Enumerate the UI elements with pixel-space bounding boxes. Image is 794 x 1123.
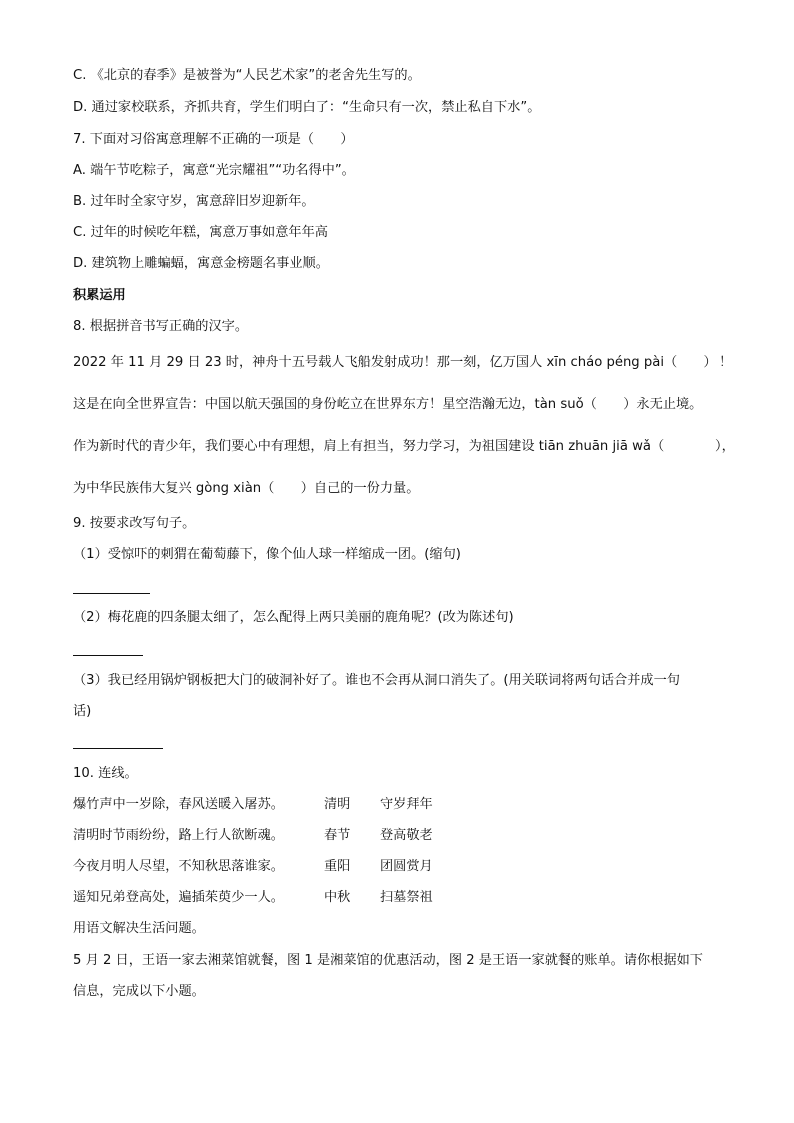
q10-stem: 10. 连线。 [73, 766, 138, 781]
festival-name[interactable]: 清明 [324, 797, 351, 812]
festival-custom[interactable]: 团圆赏月 [380, 859, 433, 874]
poem-line[interactable]: 清明时节雨纷纷，路上行人欲断魂。 [73, 828, 284, 843]
q9-sentence-2: （2）梅花鹿的四条腿太细了，怎么配得上两只美丽的鹿角呢？(改为陈述句) [73, 610, 514, 625]
q9-sentence-3-line-1: （3）我已经用锅炉钢板把大门的破洞补好了。谁也不会再从洞口消失了。(用关联词将两句话合并成一句 [73, 673, 680, 688]
section-heading-accumulation: 积累运用 [73, 288, 126, 303]
q8-line-2: 这是在向全世界宣告：中国以航天强国的身份屹立在世界东方！星空浩瀚无边，tàn suǒ（ ）永无止境。 [73, 397, 703, 412]
q7-option-a: A. 端午节吃粽子，寓意“光宗耀祖”“功名得中”。 [73, 163, 355, 178]
answer-blank-2[interactable] [73, 655, 143, 656]
festival-name[interactable]: 中秋 [324, 890, 351, 905]
q8-stem: 8. 根据拼音书写正确的汉字。 [73, 319, 249, 334]
intro-line-2: 信息，完成以下小题。 [73, 984, 205, 999]
q8-line-1: 2022 年 11 月 29 日 23 时，神舟十五号载人飞船发射成功！那一刻，亿万国人 xīn cháo péng pài（ ） [73, 355, 717, 370]
q8-line-4: 为中华民族伟大复兴 gòng xiàn（ ）自己的一份力量。 [73, 481, 420, 496]
q8-line-3: 作为新时代的青少年，我们要心中有理想，肩上有担当，努力学习，为祖国建设 tiān zhuān jiā wǎ（ [73, 439, 691, 454]
q8-line-1-end: ！ [719, 355, 733, 370]
q7-stem: 7. 下面对习俗寓意理解不正确的一项是（ ） [73, 132, 354, 147]
festival-custom[interactable]: 守岁拜年 [380, 797, 433, 812]
festival-name[interactable]: 春节 [324, 828, 351, 843]
section-heading-life: 用语文解决生活问题。 [73, 921, 205, 936]
q6-option-c: C. 《北京的春季》是被誉为“人民艺术家”的老舍先生写的。 [73, 68, 421, 83]
q9-sentence-1: （1）受惊吓的刺猬在葡萄藤下，像个仙人球一样缩成一团。(缩句) [73, 547, 461, 562]
q7-option-b: B. 过年时全家守岁，寓意辞旧岁迎新年。 [73, 194, 315, 209]
festival-custom[interactable]: 扫墓祭祖 [380, 890, 433, 905]
poem-line[interactable]: 爆竹声中一岁除，春风送暖入屠苏。 [73, 797, 284, 812]
q7-option-d: D. 建筑物上雕蝙蝠，寓意金榜题名事业顺。 [73, 256, 329, 271]
answer-blank-1[interactable] [73, 593, 150, 594]
intro-line-1: 5 月 2 日，王语一家去湘菜馆就餐，图 1 是湘菜馆的优惠活动，图 2 是王语一家就餐的账单。请你根据如下 [73, 953, 703, 968]
poem-line[interactable]: 遥知兄弟登高处，遍插茱萸少一人。 [73, 890, 284, 905]
festival-custom[interactable]: 登高敬老 [380, 828, 433, 843]
q9-sentence-3-line-2: 话) [73, 704, 92, 719]
festival-name[interactable]: 重阳 [324, 859, 351, 874]
q8-line-3-end: ）， [715, 439, 735, 454]
q9-stem: 9. 按要求改写句子。 [73, 516, 196, 531]
q7-option-c: C. 过年的时候吃年糕，寓意万事如意年年高 [73, 225, 328, 240]
answer-blank-3[interactable] [73, 748, 163, 749]
q6-option-d: D. 通过家校联系，齐抓共育，学生们明白了：“生命只有一次，禁止私自下水”。 [73, 100, 541, 115]
poem-line[interactable]: 今夜月明人尽望，不知秋思落谁家。 [73, 859, 284, 874]
